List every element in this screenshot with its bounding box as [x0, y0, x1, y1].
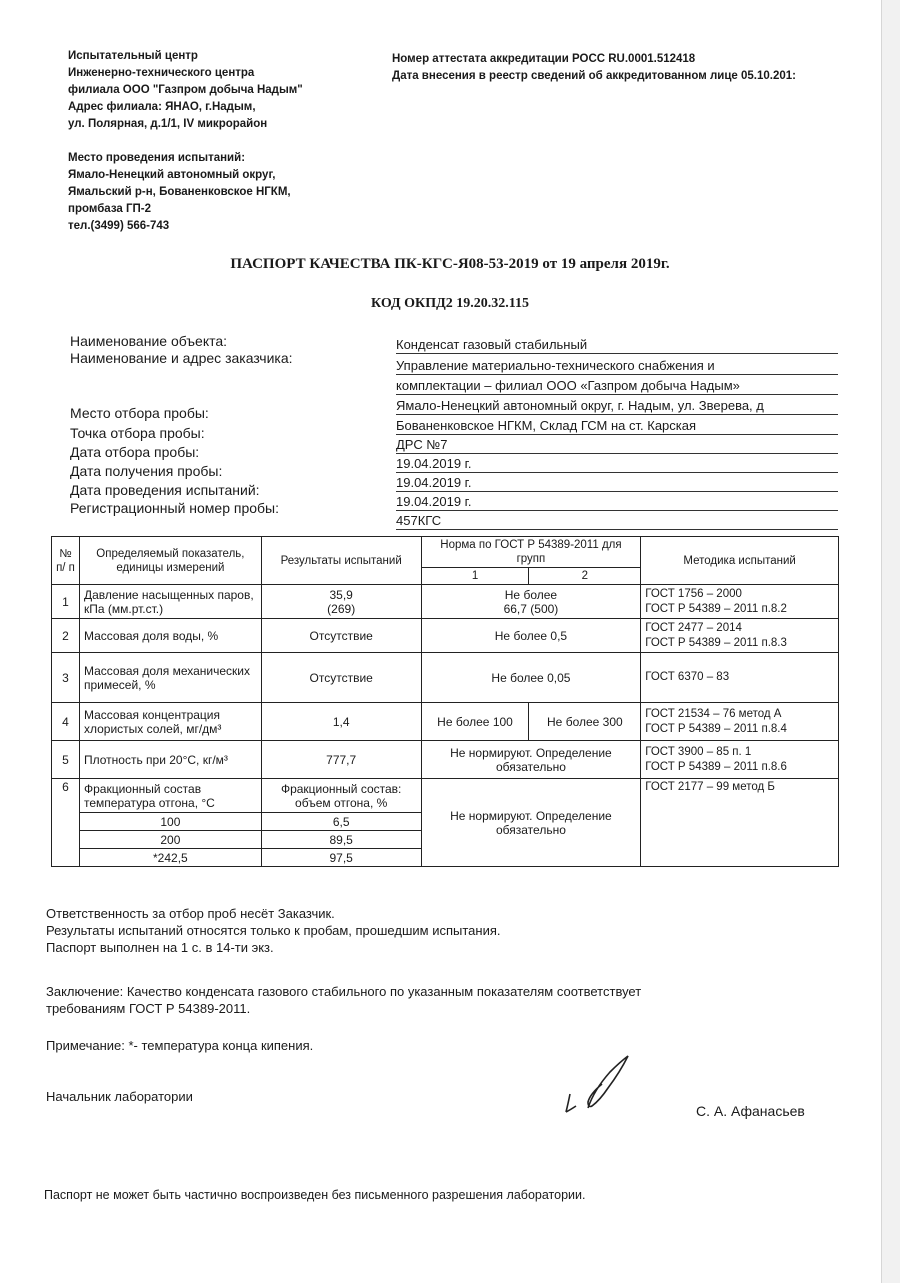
reg-number-label: Регистрационный номер пробы:	[70, 500, 280, 516]
testing-place-line: промбаза ГП-2	[68, 203, 152, 215]
reg-number-value: 457КГС	[396, 512, 838, 530]
customer-label: Наименование и адрес заказчика:	[70, 350, 293, 366]
fraction-temp: *242,5	[79, 849, 261, 867]
accreditation-info	[392, 51, 796, 85]
row-indicator: Массовая концентрация хлористых солей, мг/дм³	[79, 703, 261, 741]
norm-line: Не более	[504, 587, 558, 602]
row-method	[641, 703, 839, 741]
row-result: 1,4	[261, 703, 421, 741]
lab-line: Испытательный центр	[68, 50, 198, 62]
group-1-header: 1	[421, 568, 529, 585]
row-norm-group-2: Не более 300	[529, 703, 641, 741]
row-result: Отсутствие	[261, 619, 421, 653]
method-line: ГОСТ 21534 – 76 метод А	[645, 707, 782, 720]
row-indicator: Массовая доля воды, %	[79, 619, 261, 653]
document-title: ПАСПОРТ КАЧЕСТВА ПК-КГС-Я08-53-2019 от 19 апреля 2019г.	[230, 256, 670, 272]
row-num: 1	[52, 585, 80, 619]
method-line: ГОСТ Р 54389 – 2011 п.8.3	[645, 636, 787, 649]
method-line: ГОСТ Р 54389 – 2011 п.8.6	[645, 760, 787, 773]
row-method	[641, 585, 839, 619]
row-indicator: Массовая доля механических примесей, %	[79, 653, 261, 703]
fraction-volume: 89,5	[261, 831, 421, 849]
object-value: Конденсат газовый стабильный	[396, 336, 838, 354]
handwritten-signature	[558, 1050, 638, 1120]
fraction-volume: 97,5	[261, 849, 421, 867]
method-line: ГОСТ 3900 – 85 п. 1	[645, 745, 752, 758]
result-line: (269)	[327, 601, 356, 616]
col-method-header: Методика испытаний	[641, 537, 839, 585]
conclusion-line: Заключение: Качество конденсата газового стабильного по указанным показателям соответствует	[46, 984, 642, 999]
table-row	[52, 619, 839, 653]
accreditation-line: Номер аттестата аккредитации РОСС RU.0001.512418	[392, 53, 696, 65]
lab-line: Адрес филиала: ЯНАО, г.Надым,	[68, 101, 256, 113]
testing-place	[68, 150, 291, 235]
object-label: Наименование объекта:	[70, 333, 228, 349]
remark: Примечание: *- температура конца кипения.	[46, 1038, 314, 1053]
testing-place-line: тел.(3499) 566-743	[68, 220, 170, 232]
notes-block	[46, 905, 500, 956]
col-norm-header: Норма по ГОСТ Р 54389-2011 для групп	[421, 537, 641, 568]
row-num: 4	[52, 703, 80, 741]
method-line: ГОСТ Р 54389 – 2011 п.8.4	[645, 722, 787, 735]
row-norm-group-1: Не более 100	[421, 703, 529, 741]
row-method	[641, 741, 839, 779]
sample-date-label: Дата отбора пробы:	[70, 444, 200, 460]
row-result: 777,7	[261, 741, 421, 779]
col-num-header: № п/ п	[52, 537, 80, 585]
row-num: 3	[52, 653, 80, 703]
test-date-value: 19.04.2019 г.	[396, 493, 838, 511]
lab-info	[68, 48, 303, 133]
col-results-header: Результаты испытаний	[261, 537, 421, 585]
row-num: 5	[52, 741, 80, 779]
note-line: Паспорт выполнен на 1 с. в 14-ти экз.	[46, 940, 274, 955]
method-line: ГОСТ Р 54389 – 2011 п.8.2	[645, 602, 787, 615]
sample-point-value: ДРС №7	[396, 436, 838, 454]
row-num: 6	[52, 779, 80, 867]
row-norm: Не нормируют. Определение обязательно	[421, 779, 641, 867]
row-result: Отсутствие	[261, 653, 421, 703]
fraction-temp: 200	[79, 831, 261, 849]
customer-value-1: Управление материально-технического снабжения и	[396, 357, 838, 375]
table-row	[52, 585, 839, 619]
method-line: ГОСТ 1756 – 2000	[645, 587, 742, 600]
table-row	[52, 653, 839, 703]
row-indicator: Плотность при 20°С, кг/м³	[79, 741, 261, 779]
lab-line: филиала ООО "Газпром добыча Надым"	[68, 84, 303, 96]
row-norm: Не более 0,05	[421, 653, 641, 703]
row-method: ГОСТ 2177 – 99 метод Б	[641, 779, 839, 867]
sample-date-value: 19.04.2019 г.	[396, 455, 838, 473]
signature-position: Начальник лаборатории	[46, 1089, 193, 1104]
row-indicator: Фракционный состав температура отгона, °С	[79, 779, 261, 813]
table-row	[52, 703, 839, 741]
table-row	[52, 741, 839, 779]
row-method	[641, 619, 839, 653]
testing-place-line: Ямальский р-н, Бованенковское НГКМ,	[68, 186, 291, 198]
row-norm: Не более 0,5	[421, 619, 641, 653]
okpd-code: КОД ОКПД2 19.20.32.115	[371, 296, 529, 311]
row-result-header: Фракционный состав: объем отгона, %	[261, 779, 421, 813]
table-row	[52, 779, 839, 813]
results-table	[51, 536, 839, 867]
note-line: Результаты испытаний относятся только к пробам, прошедшим испытания.	[46, 923, 501, 938]
row-method: ГОСТ 6370 – 83	[641, 653, 839, 703]
note-line: Ответственность за отбор проб несёт Заказчик.	[46, 906, 335, 921]
customer-value-3: Ямало-Ненецкий автономный округ, г. Надым, ул. Зверева, д	[396, 397, 838, 415]
row-norm	[421, 585, 641, 619]
table-header-row	[52, 537, 839, 568]
receipt-date-label: Дата получения пробы:	[70, 463, 223, 479]
sample-place-value: Бованенковское НГКМ, Склад ГСМ на ст. Карская	[396, 417, 838, 435]
norm-line: 66,7 (500)	[503, 601, 559, 616]
row-norm: Не нормируют. Определение обязательно	[421, 741, 641, 779]
group-2-header: 2	[529, 568, 641, 585]
fraction-volume: 6,5	[261, 813, 421, 831]
conclusion-line: требованиям ГОСТ Р 54389-2011.	[46, 1001, 251, 1016]
test-date-label: Дата проведения испытаний:	[70, 482, 260, 498]
row-num: 2	[52, 619, 80, 653]
customer-value-2: комплектации – филиал ООО «Газпром добыча Надым»	[396, 377, 838, 395]
lab-line: ул. Полярная, д.1/1, IV микрорайон	[68, 118, 268, 130]
testing-place-line: Ямало-Ненецкий автономный округ,	[68, 169, 276, 181]
receipt-date-value: 19.04.2019 г.	[396, 474, 838, 492]
page-edge	[881, 0, 900, 1283]
result-line: 35,9	[329, 587, 353, 602]
testing-place-line: Место проведения испытаний:	[68, 152, 246, 164]
row-result	[261, 585, 421, 619]
accreditation-line: Дата внесения в реестр сведений об аккредитованном лице 05.10.201:	[392, 70, 796, 82]
row-indicator: Давление насыщенных паров, кПа (мм.рт.ст.)	[79, 585, 261, 619]
method-line: ГОСТ 2477 – 2014	[645, 621, 742, 634]
lab-line: Инженерно-технического центра	[68, 67, 255, 79]
sample-point-label: Точка отбора пробы:	[70, 425, 205, 441]
signature-name: С. А. Афанасьев	[696, 1103, 805, 1119]
footer-note: Паспорт не может быть частично воспроизведен без письменного разрешения лаборатории.	[44, 1188, 586, 1202]
sample-place-label: Место отбора пробы:	[70, 405, 209, 421]
conclusion-block	[46, 983, 641, 1017]
col-indicator-header: Определяемый показатель, единицы измерений	[79, 537, 261, 585]
fraction-temp: 100	[79, 813, 261, 831]
